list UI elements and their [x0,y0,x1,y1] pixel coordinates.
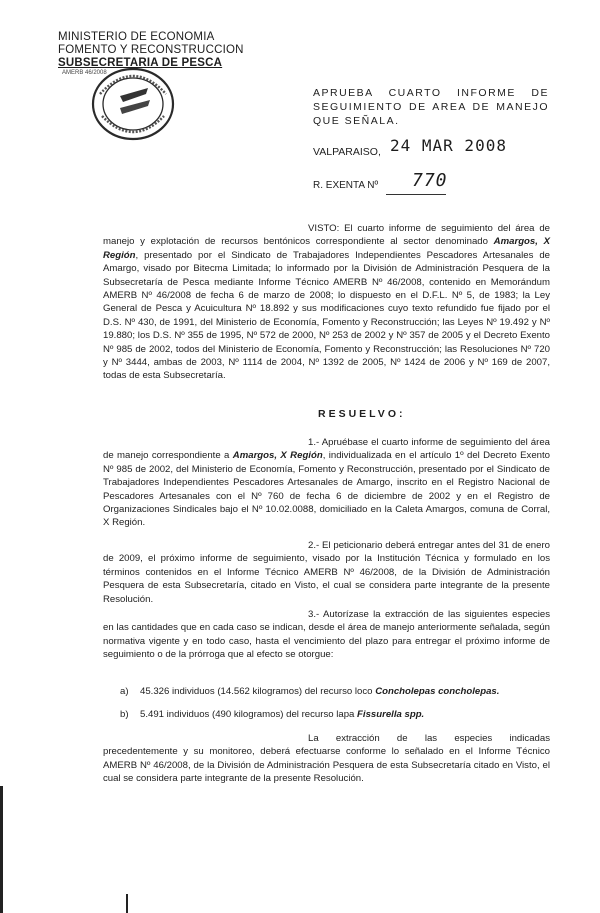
resolution-number: 770 [412,170,448,191]
closing-paragraph [103,732,550,786]
list-item-a-text: 45.326 individuos (14.562 kilogramos) del recurso loco [140,686,376,697]
ministry-subname: FOMENTO Y RECONSTRUCCION [58,44,244,56]
ministry-name: MINISTERIO DE ECONOMIA [58,31,215,43]
visto-paragraph [103,222,550,383]
list-item-a-marker: a) [120,686,129,697]
list-item-b-marker: b) [120,709,129,720]
clause-2 [103,539,550,606]
closing-text: precedentemente y su monitoreo, deberá efectuarse conforme lo señalado en el Informe Técnico AMERB Nº 46/2008, de la División de Administración Pesquera de esta Subsecretaría citado en Visto, el cual se considera parte integrante de la presente Resolución. [103,746,550,785]
list-item-b-species: Fissurella spp. [357,709,425,720]
visto-lead: VISTO: El cuarto informe de seguimiento del área [308,223,535,234]
clause-1-text-b: , individualizada en el artículo 1º del Decreto Exento Nº 985 de 2002, del Ministerio de Economía, Fomento y Reconstrucción, presentado por el Sindicato de Trabajadores Independientes Pescadores Artesanales de Amargo, inscrito en el Registro Nacional de Pescadores Artesanales con el Nº 760 de fecha 6 de diciembre de 2002 y en el Registro de Organizaciones Sindicales bajo el Nº 10.02.0088, domiciliado en la Caleta Amargos, comuna de Corral, X Región. [103,450,550,529]
clause-3 [103,608,550,662]
clause-3-text: especies en las cantidades que en cada caso se indican, desde el área de manejo anteriormente señalada, según normativa vigente y en todo caso, hasta el vencimiento del plazo para entregar el próximo informe de seguimiento o de la prórroga que al efecto se otorgue: [103,609,550,661]
document-title: APRUEBA CUARTO INFORME DE SEGUIMIENTO DE AREA DE MANEJO QUE SEÑALA. [313,87,549,127]
clause-1-text-a: del área de manejo correspondiente a [103,437,551,462]
date-stamp: 24 MAR 2008 [390,136,507,155]
seal-icon [90,66,176,142]
clause-2-lead: 2.- El peticionario deberá entregar antes del 31 de [308,540,523,551]
list-item-a [120,685,560,698]
visto-text-b: , presentado por el Sindicato de Trabajadores Independientes Pescadores Artesanales de Amargo, visado por Bitecma Limitada; lo informado por la División de Administración Pesquera de la Subsecretaría de Pesca mediante Informe Técnico AMERB Nº 46/2008, contenido en Memorándum AMERB Nº 46/2008 de fecha 6 de marzo de 2008; lo dispuesto en el D.F.L. Nº 5, de 1983; la Ley General de Pesca y Acuicultura Nº 18.892 y sus modificaciones cuyo texto refundido fue fijado por el D.S. Nº 430, de 1991, del Ministerio de Economía, Fomento y Reconstrucción; las Leyes Nº 19.492 y Nº 19.880; los D.S. Nº 355 de 1995, Nº 572 de 2000, Nº 253 de 2002 y Nº 357 de 2005 y el Decreto Exento Nº 985 de 2002, todos del Ministerio de Economía, Fomento y Reconstrucción; las Resoluciones Nº 720 y Nº 3444, ambas de 2003, Nº 1114 de 2004, Nº 1392 de 2005, Nº 1424 de 2006 y Nº 169 de 2007, todas de esta Subsecretaría. [103,249,550,382]
clause-1-lead: 1.- Apruébase el cuarto informe de seguimiento [308,437,512,448]
subsecretaria-name: SUBSECRETARIA DE PESCA [58,57,223,69]
clause-1-sector: Amargos, X Región [232,450,323,462]
list-item-b [120,708,560,721]
clause-3-lead: 3.- Autorízase la extracción de las siguientes [308,609,508,620]
official-seal [90,66,176,142]
visto-text-a: de manejo y explotación de recursos bentónicos correspondiente al sector denominado [103,223,550,248]
resolution-label: R. EXENTA Nº [313,180,379,191]
list-item-b-text: 5.491 individuos (490 kilogramos) del recurso lapa [140,709,358,720]
scan-bottom-mark [126,894,128,913]
amerb-reference: AMERB 46/2008 [62,70,107,76]
clause-2-text: enero de 2009, el próximo informe de seguimiento, visado por la Institución Técnica y formulado en los términos contenidos en el Informe Técnico AMERB Nº 46/2008, de la División de Administración Pesquera de esta Subsecretaría, citado en Visto, el cual se considera parte integrante de la presente Resolución. [103,540,550,605]
clause-1 [103,436,550,530]
place-label: VALPARAISO, [313,146,381,158]
closing-lead: La extracción de las especies indicadas [308,733,550,744]
visto-sector: Amargos, X Región [103,236,550,261]
scan-edge-mark [0,786,3,913]
resuelvo-heading: RESUELVO: [318,408,406,420]
resolution-underline [386,194,446,195]
list-item-a-species: Concholepas concholepas. [375,686,500,697]
